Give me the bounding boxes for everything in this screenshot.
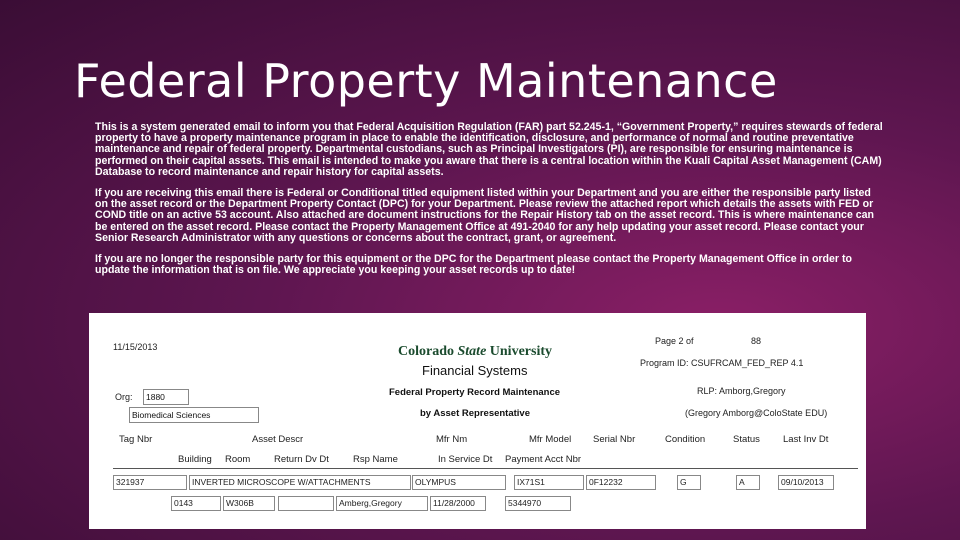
col-status: Status [733, 434, 760, 445]
col-serial-nbr: Serial Nbr [593, 434, 636, 445]
cell-condition: G [677, 475, 701, 490]
cell-last-inv-dt: 09/10/2013 [778, 475, 834, 490]
org-field: 1880 [143, 389, 189, 405]
org-name-field: Biomedical Sciences [129, 407, 259, 423]
cell-asset-descr: INVERTED MICROSCOPE W/ATTACHMENTS [189, 475, 411, 490]
cell-rsp-name: Amberg,Gregory [336, 496, 428, 511]
body-paragraph-2: If you are receiving this email there is Federal or Conditional titled equipment listed within your Department and you are either the responsible party listed on the asset record or the Department Property Contact (DPC) for your Department. Please review the attached report which details the assets with FED or COND title on an active 53 account. Also attached are document instructions for the Repair History tab on the asset record. This is where maintenance can be entered on the asset record. Please contact the Property Management Office at 491-2040 for any help updating your asset record. Please contact your Senior Research Administrator with any questions or concerns about the contract, grant, or agreement. [95, 187, 875, 244]
report-date: 11/15/2013 [113, 342, 158, 352]
cell-payment-acct-nbr: 5344970 [505, 496, 571, 511]
col-room: Room [225, 454, 251, 465]
financial-systems-label: Financial Systems [422, 363, 528, 378]
body-paragraph-3: If you are no longer the responsible party for this equipment or the DPC for the Department please contact the Property Management Office in order to update the information that is on file. We appreciate you keeping your asset records up to date! [95, 253, 852, 277]
cell-serial-nbr: 0F12232 [586, 475, 656, 490]
cell-mfr-nm: OLYMPUS [412, 475, 506, 490]
col-return-dv-dt: Return Dv Dt [274, 454, 329, 465]
cell-tag-nbr: 321937 [113, 475, 187, 490]
slide-title: Federal Property Maintenance [74, 54, 778, 108]
col-mfr-model: Mfr Model [529, 434, 572, 445]
header-divider [113, 468, 858, 469]
cell-building: 0143 [171, 496, 221, 511]
logo-state: State [457, 344, 487, 359]
cell-status: A [736, 475, 760, 490]
rlp-email: (Gregory Amborg@ColoState EDU) [685, 408, 828, 418]
cell-in-service-dt: 11/28/2000 [430, 496, 486, 511]
org-label: Org: [115, 392, 133, 402]
csu-logo [398, 344, 552, 360]
rlp-name: RLP: Amborg,Gregory [697, 386, 786, 396]
col-rsp-name: Rsp Name [353, 454, 398, 465]
body-paragraph-1: This is a system generated email to inform you that Federal Acquisition Regulation (FAR) part 52.245-1, “Government Property,” requires stewards of federal property to have a property maintenance program in place to enable the identification, disclosure, and performance of normal and routine preventative maintenance and repair of federal property. Departmental custodians, such as Principal Investigators (PI), are responsible for ensuring maintenance is performed on their capital assets. This email is intended to make you aware that there is a central location within the Kuali Capital Asset Management (CAM) Database to record maintenance and repair history for capital assets. [95, 121, 883, 178]
program-id: Program ID: CSUFRCAM_FED_REP 4.1 [640, 358, 804, 368]
col-condition: Condition [665, 434, 706, 445]
logo-university: University [486, 344, 552, 359]
col-building: Building [178, 454, 212, 465]
cell-return-dv-dt [278, 496, 334, 511]
report-subtitle: by Asset Representative [420, 408, 531, 419]
slide-body [95, 122, 885, 286]
cell-room: W306B [223, 496, 275, 511]
col-mfr-nm: Mfr Nm [436, 434, 468, 445]
col-asset-descr: Asset Descr [252, 434, 304, 445]
report-screenshot [89, 313, 866, 529]
page-label: Page 2 of [655, 336, 694, 346]
col-last-inv-dt: Last Inv Dt [783, 434, 829, 445]
col-tag-nbr: Tag Nbr [119, 434, 153, 445]
cell-mfr-model: IX71S1 [514, 475, 584, 490]
page-total: 88 [751, 336, 762, 346]
logo-colorado: Colorado [398, 344, 458, 359]
col-in-service-dt: In Service Dt [438, 454, 493, 465]
report-title: Federal Property Record Maintenance [389, 387, 561, 398]
col-payment-acct-nbr: Payment Acct Nbr [505, 454, 582, 465]
